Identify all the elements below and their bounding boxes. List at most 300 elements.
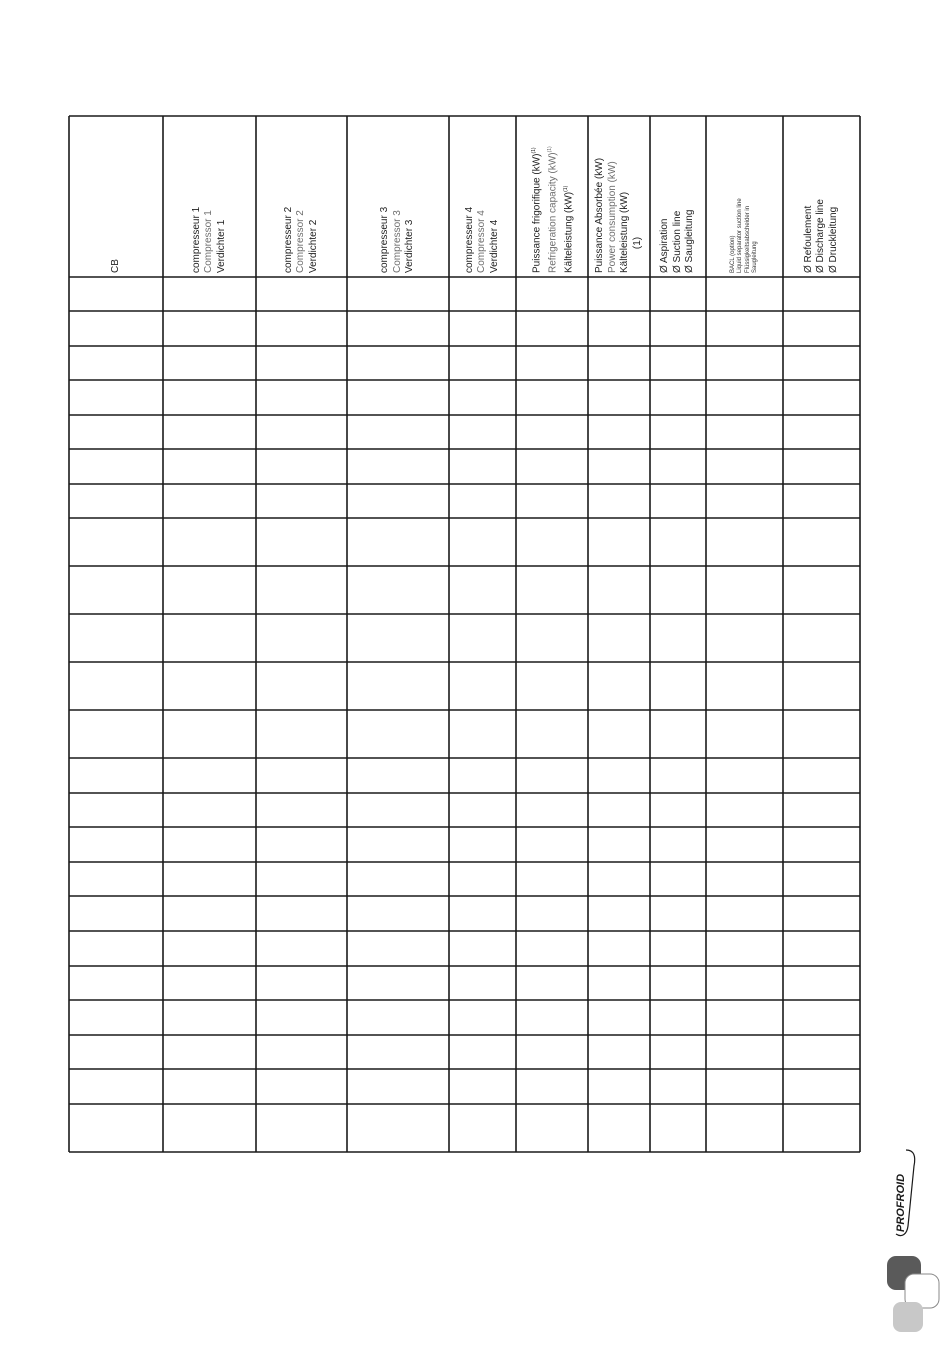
table-cell-comp4[interactable] <box>449 518 516 566</box>
table-cell-cb[interactable] <box>69 1000 163 1035</box>
header-text: Verdichter 4 <box>488 219 500 273</box>
table-cell-comp2[interactable] <box>256 1069 347 1104</box>
table-cell-power[interactable] <box>588 827 650 862</box>
table-cell-discharge[interactable] <box>783 758 860 793</box>
table-cell-discharge[interactable] <box>783 710 860 758</box>
header-text: CB <box>109 259 121 273</box>
table-cell-capacity[interactable] <box>516 380 588 415</box>
table-cell-discharge[interactable] <box>783 1000 860 1035</box>
table-cell-discharge[interactable] <box>783 1069 860 1104</box>
table-cell-suction[interactable] <box>650 710 706 758</box>
table-cell-power[interactable] <box>588 449 650 484</box>
table-cell-comp4[interactable] <box>449 614 516 662</box>
table-cell-comp1[interactable] <box>163 449 256 484</box>
table-cell-cb[interactable] <box>69 710 163 758</box>
table-cell-suction[interactable] <box>650 1069 706 1104</box>
table-cell-bacl[interactable] <box>706 1069 783 1104</box>
table-cell-bacl[interactable] <box>706 896 783 931</box>
table-cell-bacl[interactable] <box>706 662 783 710</box>
table-cell-comp2[interactable] <box>256 931 347 966</box>
table-cell-discharge[interactable] <box>783 449 860 484</box>
table-cell-bacl[interactable] <box>706 1000 783 1035</box>
table-cell-capacity[interactable] <box>516 311 588 346</box>
header-line <box>283 207 296 273</box>
table-cell-cb[interactable] <box>69 1069 163 1104</box>
table-cell-capacity[interactable] <box>516 862 588 896</box>
table-cell-power[interactable] <box>588 662 650 710</box>
table-cell-power[interactable] <box>588 896 650 931</box>
table-cell-comp1[interactable] <box>163 662 256 710</box>
header-text: compresseur 1 <box>190 206 202 273</box>
table-cell-capacity[interactable] <box>516 484 588 518</box>
table-cell-capacity[interactable] <box>516 1104 588 1152</box>
table-cell-comp3[interactable] <box>347 277 449 311</box>
header-text: Flüssigkeitsabscheider in <box>744 205 751 273</box>
header-text: Puissance Absorbée (kW) <box>594 157 605 273</box>
table-cell-comp4[interactable] <box>449 1035 516 1069</box>
header-text: Compressor 3 <box>391 210 403 273</box>
table-cell-comp3[interactable] <box>347 1000 449 1035</box>
table-cell-power[interactable] <box>588 346 650 380</box>
table-cell-comp4[interactable] <box>449 311 516 346</box>
header-text: (1) <box>631 236 643 250</box>
table-cell-discharge[interactable] <box>783 1104 860 1152</box>
table-cell-suction[interactable] <box>650 518 706 566</box>
table-cell-suction[interactable] <box>650 566 706 614</box>
table-cell-cb[interactable] <box>69 966 163 1000</box>
column-header-comp2 <box>256 116 347 277</box>
table-cell-comp1[interactable] <box>163 758 256 793</box>
header-line <box>110 259 123 273</box>
table-cell-comp4[interactable] <box>449 380 516 415</box>
table-cell-cb[interactable] <box>69 931 163 966</box>
header-text: Compressor 2 <box>295 210 307 273</box>
header-text: Ø Discharge line <box>815 199 827 273</box>
header-text: Ø Druckleitung <box>827 206 839 273</box>
table-cell-comp3[interactable] <box>347 346 449 380</box>
header-line <box>672 211 685 273</box>
table-cell-comp2[interactable] <box>256 566 347 614</box>
table-cell-power[interactable] <box>588 484 650 518</box>
table-cell-bacl[interactable] <box>706 484 783 518</box>
table-cell-suction[interactable] <box>650 311 706 346</box>
table-cell-suction[interactable] <box>650 277 706 311</box>
table-cell-comp1[interactable] <box>163 614 256 662</box>
table-cell-capacity[interactable] <box>516 1000 588 1035</box>
table-cell-power[interactable] <box>588 1000 650 1035</box>
table-cell-power[interactable] <box>588 793 650 827</box>
table-cell-suction[interactable] <box>650 862 706 896</box>
table-cell-suction[interactable] <box>650 1000 706 1035</box>
table-cell-comp2[interactable] <box>256 662 347 710</box>
table-cell-suction[interactable] <box>650 484 706 518</box>
table-cell-comp3[interactable] <box>347 1035 449 1069</box>
table-cell-capacity[interactable] <box>516 931 588 966</box>
table-cell-comp3[interactable] <box>347 415 449 449</box>
table-cell-comp1[interactable] <box>163 484 256 518</box>
header-text: Ø Suction line <box>671 210 683 273</box>
header-text: Puissance frigorifique (kW) <box>531 153 543 273</box>
header-line <box>659 219 672 273</box>
table-cell-cb[interactable] <box>69 793 163 827</box>
profroid-logo <box>884 1146 924 1240</box>
table-cell-comp3[interactable] <box>347 758 449 793</box>
table-cell-cb[interactable] <box>69 827 163 862</box>
table-cell-comp3[interactable] <box>347 449 449 484</box>
table-cell-cb[interactable] <box>69 566 163 614</box>
header-text: Verdichter 3 <box>404 219 416 273</box>
column-header-comp3 <box>347 116 449 277</box>
table-cell-discharge[interactable] <box>783 827 860 862</box>
column-header-discharge <box>783 116 860 277</box>
table-cell-comp2[interactable] <box>256 710 347 758</box>
table-cell-comp2[interactable] <box>256 1035 347 1069</box>
table-cell-bacl[interactable] <box>706 827 783 862</box>
table-cell-comp3[interactable] <box>347 311 449 346</box>
table-cell-comp2[interactable] <box>256 415 347 449</box>
column-header-comp4 <box>449 116 516 277</box>
table-cell-comp3[interactable] <box>347 484 449 518</box>
header-line <box>730 236 738 273</box>
table-cell-comp4[interactable] <box>449 277 516 311</box>
table-cell-power[interactable] <box>588 566 650 614</box>
table-cell-comp1[interactable] <box>163 896 256 931</box>
column-header-capacity <box>516 116 588 277</box>
table-cell-cb[interactable] <box>69 662 163 710</box>
table-cell-comp1[interactable] <box>163 346 256 380</box>
table-cell-comp4[interactable] <box>449 1069 516 1104</box>
table-cell-discharge[interactable] <box>783 614 860 662</box>
table-cell-comp3[interactable] <box>347 862 449 896</box>
table-cell-discharge[interactable] <box>783 862 860 896</box>
footnote-marker: (1) <box>547 146 554 153</box>
table-cell-suction[interactable] <box>650 380 706 415</box>
table-cell-discharge[interactable] <box>783 346 860 380</box>
table-cell-comp4[interactable] <box>449 662 516 710</box>
table-cell-suction[interactable] <box>650 346 706 380</box>
column-header-bacl <box>706 116 783 277</box>
table-cell-comp4[interactable] <box>449 346 516 380</box>
table-cell-cb[interactable] <box>69 614 163 662</box>
table-cell-comp3[interactable] <box>347 896 449 931</box>
table-cell-comp2[interactable] <box>256 614 347 662</box>
header-text: Verdichter 2 <box>307 219 319 273</box>
table-cell-comp4[interactable] <box>449 1000 516 1035</box>
table-cell-comp4[interactable] <box>449 966 516 1000</box>
header-text: Ø Saugleitung <box>684 209 696 273</box>
table-cell-bacl[interactable] <box>706 862 783 896</box>
table-cell-comp3[interactable] <box>347 1104 449 1152</box>
table-cell-comp2[interactable] <box>256 1000 347 1035</box>
header-line <box>803 206 816 273</box>
table-cell-comp2[interactable] <box>256 311 347 346</box>
table-cell-capacity[interactable] <box>516 449 588 484</box>
table-cell-comp3[interactable] <box>347 710 449 758</box>
table-cell-comp4[interactable] <box>449 566 516 614</box>
table-cell-cb[interactable] <box>69 311 163 346</box>
table-cell-suction[interactable] <box>650 449 706 484</box>
footnote-marker: (1) <box>562 185 569 192</box>
table-cell-discharge[interactable] <box>783 896 860 931</box>
svg-text:PROFROID: PROFROID <box>895 1173 907 1232</box>
header-line <box>544 146 560 273</box>
table-cell-comp1[interactable] <box>163 793 256 827</box>
table-cell-comp2[interactable] <box>256 966 347 1000</box>
table-cell-comp4[interactable] <box>449 793 516 827</box>
table-cell-comp3[interactable] <box>347 1069 449 1104</box>
table-cell-cb[interactable] <box>69 415 163 449</box>
table-cell-discharge[interactable] <box>783 518 860 566</box>
table-cell-capacity[interactable] <box>516 662 588 710</box>
table-cell-comp1[interactable] <box>163 931 256 966</box>
table-cell-comp3[interactable] <box>347 518 449 566</box>
header-line <box>745 206 753 273</box>
header-line <box>594 158 607 273</box>
table-cell-power[interactable] <box>588 758 650 793</box>
table-cell-comp3[interactable] <box>347 380 449 415</box>
table-cell-cb[interactable] <box>69 277 163 311</box>
table-cell-comp4[interactable] <box>449 484 516 518</box>
table-cell-comp1[interactable] <box>163 380 256 415</box>
table-cell-discharge[interactable] <box>783 793 860 827</box>
table-cell-capacity[interactable] <box>516 896 588 931</box>
header-text: Power consumption (kW) <box>606 161 618 273</box>
table-cell-cb[interactable] <box>69 380 163 415</box>
table-cell-power[interactable] <box>588 518 650 566</box>
table-cell-cb[interactable] <box>69 484 163 518</box>
table-cell-cb[interactable] <box>69 1035 163 1069</box>
table-cell-bacl[interactable] <box>706 566 783 614</box>
header-line <box>392 210 405 273</box>
table-cell-comp3[interactable] <box>347 793 449 827</box>
table-cell-comp3[interactable] <box>347 614 449 662</box>
table-cell-power[interactable] <box>588 277 650 311</box>
table-cell-bacl[interactable] <box>706 380 783 415</box>
header-text: compresseur 2 <box>282 206 294 273</box>
table-cell-comp3[interactable] <box>347 662 449 710</box>
table-cell-capacity[interactable] <box>516 346 588 380</box>
header-text: compresseur 4 <box>463 206 475 273</box>
header-line <box>737 198 745 273</box>
table-cell-comp2[interactable] <box>256 380 347 415</box>
table-cell-comp2[interactable] <box>256 793 347 827</box>
table-cell-comp4[interactable] <box>449 415 516 449</box>
table-cell-comp4[interactable] <box>449 931 516 966</box>
header-line <box>489 220 502 273</box>
column-header-power <box>588 116 650 277</box>
table-cell-comp2[interactable] <box>256 1104 347 1152</box>
header-line <box>404 220 417 273</box>
table-cell-bacl[interactable] <box>706 614 783 662</box>
header-text: Liquid separator suction line <box>737 198 743 273</box>
table-cell-comp3[interactable] <box>347 931 449 966</box>
column-header-cb <box>69 116 163 277</box>
table-cell-comp1[interactable] <box>163 1035 256 1069</box>
table-cell-power[interactable] <box>588 380 650 415</box>
table-cell-comp1[interactable] <box>163 827 256 862</box>
table-cell-cb[interactable] <box>69 758 163 793</box>
table-cell-bacl[interactable] <box>706 449 783 484</box>
table-cell-suction[interactable] <box>650 966 706 1000</box>
table-cell-discharge[interactable] <box>783 931 860 966</box>
table-cell-capacity[interactable] <box>516 966 588 1000</box>
table-cell-comp4[interactable] <box>449 1104 516 1152</box>
table-cell-cb[interactable] <box>69 346 163 380</box>
table-cell-comp1[interactable] <box>163 311 256 346</box>
table-cell-suction[interactable] <box>650 827 706 862</box>
table-cell-comp2[interactable] <box>256 827 347 862</box>
table-cell-bacl[interactable] <box>706 1104 783 1152</box>
table-cell-suction[interactable] <box>650 793 706 827</box>
table-cell-comp1[interactable] <box>163 966 256 1000</box>
table-cell-comp4[interactable] <box>449 862 516 896</box>
table-cell-cb[interactable] <box>69 862 163 896</box>
table-cell-comp2[interactable] <box>256 449 347 484</box>
header-line <box>815 199 828 273</box>
table-cell-comp2[interactable] <box>256 896 347 931</box>
table-cell-discharge[interactable] <box>783 415 860 449</box>
table-cell-suction[interactable] <box>650 662 706 710</box>
header-line <box>191 207 204 273</box>
table-cell-comp2[interactable] <box>256 277 347 311</box>
table-cell-capacity[interactable] <box>516 1069 588 1104</box>
table-cell-bacl[interactable] <box>706 518 783 566</box>
table-cell-comp1[interactable] <box>163 518 256 566</box>
table-cell-comp2[interactable] <box>256 518 347 566</box>
table-cell-comp2[interactable] <box>256 758 347 793</box>
table-cell-suction[interactable] <box>650 931 706 966</box>
table-cell-discharge[interactable] <box>783 311 860 346</box>
footnote-marker: (1) <box>531 147 538 154</box>
table-cell-capacity[interactable] <box>516 415 588 449</box>
table-cell-bacl[interactable] <box>706 346 783 380</box>
header-text: BACL (option) <box>729 235 736 273</box>
table-cell-capacity[interactable] <box>516 1035 588 1069</box>
header-line <box>619 192 632 273</box>
table-cell-power[interactable] <box>588 710 650 758</box>
header-line <box>203 210 216 273</box>
table-cell-discharge[interactable] <box>783 277 860 311</box>
header-line <box>684 210 697 273</box>
header-line <box>560 186 576 273</box>
header-line <box>295 210 308 273</box>
table-cell-suction[interactable] <box>650 614 706 662</box>
table-cell-cb[interactable] <box>69 449 163 484</box>
header-text: Compressor 1 <box>203 210 215 273</box>
table-cell-comp1[interactable] <box>163 1000 256 1035</box>
table-cell-comp1[interactable] <box>163 566 256 614</box>
table-cell-cb[interactable] <box>69 518 163 566</box>
table-cell-discharge[interactable] <box>783 484 860 518</box>
table-cell-comp1[interactable] <box>163 862 256 896</box>
table-cell-capacity[interactable] <box>516 277 588 311</box>
table-cell-bacl[interactable] <box>706 793 783 827</box>
table-cell-power[interactable] <box>588 862 650 896</box>
table-cell-discharge[interactable] <box>783 966 860 1000</box>
table-cell-comp3[interactable] <box>347 566 449 614</box>
table-cell-capacity[interactable] <box>516 566 588 614</box>
header-line <box>308 220 321 273</box>
table-cell-capacity[interactable] <box>516 793 588 827</box>
header-text: Ø Refoulement <box>802 205 814 273</box>
table-cell-capacity[interactable] <box>516 614 588 662</box>
header-text: Compressor 4 <box>476 210 488 273</box>
header-line <box>476 210 489 273</box>
table-cell-comp2[interactable] <box>256 346 347 380</box>
table-cell-bacl[interactable] <box>706 966 783 1000</box>
table-cell-capacity[interactable] <box>516 518 588 566</box>
corner-decoration <box>884 1252 950 1344</box>
table-cell-bacl[interactable] <box>706 277 783 311</box>
header-text: compresseur 3 <box>379 206 391 273</box>
table-cell-suction[interactable] <box>650 896 706 931</box>
table-cell-capacity[interactable] <box>516 827 588 862</box>
header-text: Saugleitung <box>752 241 758 273</box>
table-cell-comp1[interactable] <box>163 710 256 758</box>
table-cell-discharge[interactable] <box>783 380 860 415</box>
header-line <box>216 220 229 273</box>
table-cell-comp1[interactable] <box>163 1069 256 1104</box>
table-cell-power[interactable] <box>588 1069 650 1104</box>
table-cell-bacl[interactable] <box>706 311 783 346</box>
table-cell-bacl[interactable] <box>706 758 783 793</box>
header-text: Kälteleistung (kW) <box>619 191 630 273</box>
table-cell-discharge[interactable] <box>783 1035 860 1069</box>
table-cell-capacity[interactable] <box>516 710 588 758</box>
header-text: Verdichter 1 <box>215 219 227 273</box>
table-cell-cb[interactable] <box>69 896 163 931</box>
table-cell-bacl[interactable] <box>706 710 783 758</box>
table-cell-comp1[interactable] <box>163 277 256 311</box>
table-cell-comp3[interactable] <box>347 966 449 1000</box>
table-cell-power[interactable] <box>588 415 650 449</box>
header-line <box>752 241 760 273</box>
table-cell-power[interactable] <box>588 966 650 1000</box>
table-cell-cb[interactable] <box>69 1104 163 1152</box>
table-cell-comp3[interactable] <box>347 827 449 862</box>
table-cell-bacl[interactable] <box>706 931 783 966</box>
table-cell-comp4[interactable] <box>449 710 516 758</box>
header-line <box>528 147 544 273</box>
table-cell-bacl[interactable] <box>706 1035 783 1069</box>
table-cell-comp4[interactable] <box>449 896 516 931</box>
table-cell-comp2[interactable] <box>256 484 347 518</box>
table-cell-discharge[interactable] <box>783 662 860 710</box>
table-cell-suction[interactable] <box>650 758 706 793</box>
table-cell-suction[interactable] <box>650 415 706 449</box>
header-text: Kälteleistung (kW) <box>563 191 575 273</box>
table-cell-power[interactable] <box>588 1104 650 1152</box>
table-cell-power[interactable] <box>588 931 650 966</box>
table-cell-comp2[interactable] <box>256 862 347 896</box>
table-cell-power[interactable] <box>588 614 650 662</box>
table-cell-suction[interactable] <box>650 1035 706 1069</box>
header-line <box>828 207 841 273</box>
table-cell-comp4[interactable] <box>449 449 516 484</box>
table-cell-power[interactable] <box>588 311 650 346</box>
header-text: Ø Aspiration <box>659 218 671 273</box>
table-cell-bacl[interactable] <box>706 415 783 449</box>
table-cell-comp1[interactable] <box>163 415 256 449</box>
table-cell-discharge[interactable] <box>783 566 860 614</box>
table-cell-capacity[interactable] <box>516 758 588 793</box>
table-cell-power[interactable] <box>588 1035 650 1069</box>
table-cell-comp1[interactable] <box>163 1104 256 1152</box>
table-cell-comp4[interactable] <box>449 758 516 793</box>
table-cell-comp4[interactable] <box>449 827 516 862</box>
table-cell-suction[interactable] <box>650 1104 706 1152</box>
column-header-suction <box>650 116 706 277</box>
